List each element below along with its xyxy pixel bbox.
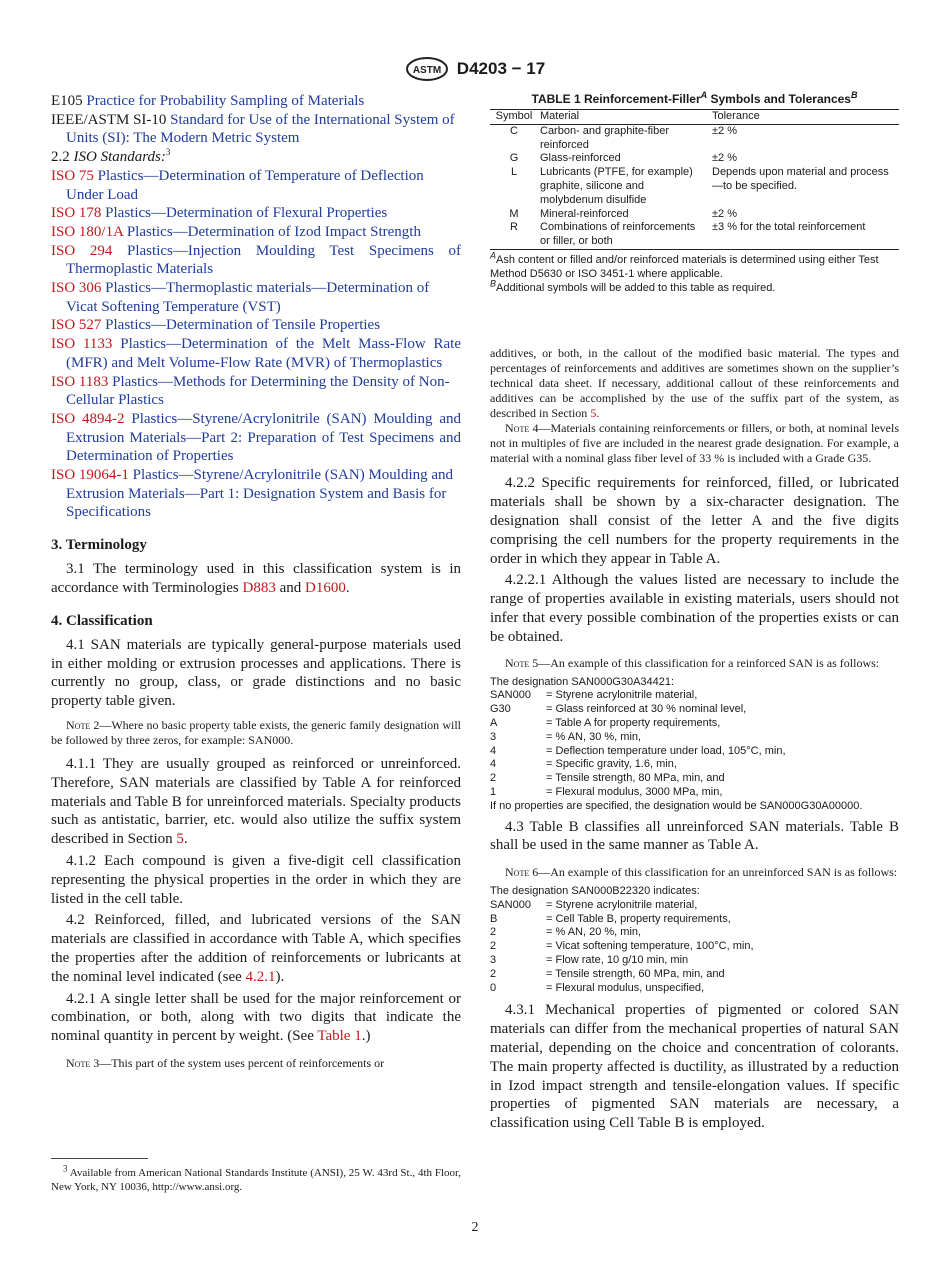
table-header-tolerance: Tolerance (712, 110, 760, 122)
page-header (0, 56, 950, 82)
table-1-footnote-b: $^B$Additional symbols will be added to this table as required. (490, 277, 776, 294)
ref-entry[interactable] (51, 242, 461, 279)
ref-title: Plastics—Injection Moulding Test Specimens of Thermoplastic Materials (66, 242, 462, 278)
link-section-5[interactable]: 5 (176, 831, 184, 848)
ref-title: Plastics—Determination of Temperature of Deflection Under Load (66, 167, 424, 203)
note-2: Note 2—Where no basic property table exists, the generic family designation will be followed by three zeros, for example: SAN000. (51, 717, 461, 747)
ref-title: Standard for Use of the International System of Units (SI): The Modern Metric System (66, 111, 455, 147)
ref-title: Plastics—Methods for Determining the Density of Non-Cellular Plastics (66, 373, 450, 409)
ref-entry[interactable] (51, 466, 461, 522)
designation-code: D4203 − 17 (456, 59, 546, 78)
ref-entry[interactable] (51, 111, 461, 148)
example-line: SAN000 = Styrene acrylonitrile material, (490, 689, 698, 702)
ref-entry[interactable] (51, 316, 461, 335)
example-line: 4 = Specific gravity, 1.6, min, (490, 758, 677, 771)
para-continued: additives, or both, in the callout of the modified basic material. The types and percentages of reinforcements and additives are sometimes shown on the supplier’s technical data sheet. If necessary, additional callout of these reinforcements and additives can be accomplished by the use of the suffix part of the system, as described in Section 5. (490, 346, 899, 421)
note-3: Note 3—This part of the system uses percent of reinforcements or (66, 1055, 385, 1070)
iso-heading: 2.2 ISO Standards:$^3$ (51, 147, 171, 166)
ref-entry[interactable] (51, 279, 461, 316)
para-4-3-1: 4.3.1 Mechanical properties of pigmented or colored SAN materials can differ from the mechanical properties of natural SAN material, depending on the choice and concentration of colorants. The main property affected is ductility, as illustrated by a reduction in Izod impact strength and tensile-elongation values. If specific properties of pigmented SAN materials are necessary, a classification using Cell Table B is employed. (490, 1002, 899, 1132)
refs-top (51, 92, 461, 148)
note-5: Note 5—An example of this classification for a reinforced SAN is as follows: (505, 655, 880, 670)
ref-title: Plastics—Styrene/Acrylonitrile (SAN) Moulding and Extrusion Materials—Part 1: Designation System and Basis for Specifications (66, 467, 454, 521)
para-4-3: 4.3 Table B classifies all unreinforced SAN materials. Table B shall be used in the same manner as Table A. (490, 818, 899, 854)
footnote-text: Available from American National Standards Institute (ANSI), 25 W. 43rd St., 4th Floor, New York, NY 10036, http://www.ansi.org. (51, 1167, 461, 1193)
para-4-1-2: 4.1.2 Each compound is given a five-digit cell classification representing the physical properties in the order in which they are listed in the cell table. (51, 852, 461, 907)
example-line: SAN000 = Styrene acrylonitrile material, (490, 898, 698, 911)
ref-id: ISO 1183 (51, 373, 109, 390)
ref-entry[interactable] (51, 373, 461, 410)
example-line: G30 = Glass reinforced at 30 % nominal level, (490, 703, 747, 716)
page-number: 2 (471, 1220, 479, 1235)
note-4: Note 4—Materials containing reinforcements or fillers, or both, at nominal levels not in multiples of five are included in the nearest grade designation. For example, a material with a nominal glass fiber level of 33 % is included with a Grade G35. (490, 421, 900, 466)
svg-text:ASTM: ASTM (412, 65, 441, 76)
ref-entry[interactable] (51, 223, 461, 242)
right-column (490, 92, 899, 1133)
table-row: M Mineral-reinforced ±2 % (509, 207, 737, 220)
ref-id: ISO 180/1A (51, 223, 124, 240)
ref-title: Plastics—Thermoplastic materials—Determination of Vicat Softening Temperature (VST) (66, 280, 430, 315)
table-row: C Carbon- and graphite-fiber reinforced ±2 % (510, 124, 737, 151)
ref-entry[interactable] (51, 92, 461, 111)
table-1-footnote-a: $^A$Ash content or filled and/or reinforced materials is determined using either Test Method D5630 or ISO 3451-1 where applicable. (490, 250, 879, 280)
ref-id: ISO 527 (51, 317, 102, 334)
ref-title: Plastics—Determination of the Melt Mass-Flow Rate (MFR) and Melt Volume-Flow Rate (MVR) of Thermoplastics (66, 336, 461, 371)
example-intro: The designation SAN000B22320 indicates: (490, 885, 700, 898)
example-line: 3 = % AN, 30 %, min, (490, 730, 642, 743)
para-4-2-1: 4.2.1 A single letter shall be used for the major reinforcement or combination, or both, along with two digits that indicate the nominal quantity in percent by weight. (See Table 1.) (51, 990, 461, 1045)
example-line: 3 = Flow rate, 10 g/10 min, min (490, 954, 689, 967)
footnote-rule (51, 1158, 148, 1159)
section-3-title: 3. Terminology (51, 537, 147, 554)
table-1 (490, 109, 899, 250)
link-d883[interactable]: D883 (242, 579, 276, 596)
ref-id: ISO 19064-1 (51, 467, 129, 484)
ref-title: Plastics—Determination of Tensile Properties (105, 317, 381, 334)
ref-id: E105 (51, 93, 83, 109)
example-line: 1 = Flexural modulus, 3000 MPa, min, (490, 785, 723, 798)
ref-title: Practice for Probability Sampling of Materials (86, 93, 365, 109)
para-4-2-2: 4.2.2 Specific requirements for reinforced, filled, or lubricated materials shall be shown by a six-character designation. The designation shall consist of the letter A and the five digits comprising the cell numbers for the property requirements in the order in which they appear in Table A. (490, 475, 899, 567)
link-d1600[interactable]: D1600 (305, 579, 346, 596)
ref-id: IEEE/ASTM SI-10 (51, 111, 167, 128)
table-header-material: Material (540, 110, 580, 122)
example-line: 2 = % AN, 20 %, min, (490, 926, 642, 939)
table-row: R Combinations of reinforcements or filler, or both ±3 % for the total reinforcement (490, 221, 899, 249)
para-4-1: 4.1 SAN materials are typically general-purpose materials used in either molding or extrusion processes and applications. There is currently no group, class, or grade distinctions and no basic property table given. (51, 636, 461, 710)
example-line: 0 = Flexural modulus, unspecified, (490, 981, 705, 994)
table-header-symbol: Symbol (495, 110, 533, 122)
ref-entry[interactable] (51, 204, 461, 223)
ref-id: ISO 75 (51, 167, 94, 184)
para-4-2: 4.2 Reinforced, filled, and lubricated versions of the SAN materials are classified in accordance with Table A, which specifies the properties after the addition of reinforcements or lubricants at the nominal level indicated (see 4.2.1). (51, 912, 461, 985)
section-4-title: 4. Classification (51, 612, 153, 629)
iso-refs (51, 167, 461, 522)
example-line: B = Cell Table B, property requirements, (490, 912, 731, 925)
link-table-1[interactable]: Table 1 (317, 1028, 362, 1045)
astm-logo-icon (405, 56, 449, 82)
para-4-2-2-1: 4.2.2.1 Although the values listed are necessary to include the range of properties available in existing materials, users should not infer that every possible combination of the properties exists or can be obtained. (490, 572, 899, 645)
link-section-5[interactable]: 5 (590, 406, 597, 421)
example-intro: The designation SAN000G30A34421: (490, 675, 675, 688)
example-reinforced (490, 676, 899, 814)
example-unreinforced (490, 885, 899, 995)
example-outro: If no properties are specified, the designation would be SAN000G30A00000. (490, 799, 863, 812)
ref-id: ISO 178 (51, 205, 102, 222)
ref-id: ISO 294 (51, 242, 113, 259)
ref-title: Plastics—Determination of Izod Impact Strength (126, 223, 421, 240)
ref-title: Plastics—Styrene/Acrylonitrile (SAN) Moulding and Extrusion Materials—Part 2: Preparation of Test Specimens and Determination of Properties (66, 410, 461, 465)
ref-entry[interactable] (51, 167, 461, 204)
table-row: G Glass-reinforced ±2 % (509, 152, 737, 165)
example-line: 2 = Tensile strength, 80 MPa, min, and (490, 772, 725, 785)
ref-id: ISO 306 (51, 280, 102, 297)
para-4-1-1: 4.1.1 They are usually grouped as reinforced or unreinforced. Therefore, SAN materials are classified by Table A for reinforced materials and Table B for unreinforced materials. Specialty products such as antistatic, barrier, etc. would also utilize the suffix system described in Section 5. (51, 755, 461, 848)
left-column (51, 92, 461, 1071)
note-6: Note 6—An example of this classification for an unreinforced SAN is as follows: (505, 865, 898, 880)
ref-entry[interactable] (51, 335, 461, 372)
example-line: 2 = Vicat softening temperature, 100°C, min, (490, 940, 754, 953)
example-line: 4 = Deflection temperature under load, 105°C, min, (490, 744, 786, 757)
ref-title: Plastics—Determination of Flexural Properties (105, 205, 388, 222)
link-4-2-1[interactable]: 4.2.1 (245, 968, 276, 985)
ref-id: ISO 1133 (51, 336, 113, 353)
ref-entry[interactable] (51, 410, 461, 466)
footnote: $^3$ Available from American National Standards Institute (ANSI), 25 W. 43rd St., 4th Floor, New York, NY 10036, http://www.ansi.org. (51, 1158, 461, 1194)
example-line: A = Table A for property requirements, (490, 716, 721, 729)
example-line: 2 = Tensile strength, 60 MPa, min, and (490, 967, 725, 980)
table-1-caption: TABLE 1 Reinforcement-Filler$^A$ Symbols and Tolerances$^B$ (531, 90, 858, 106)
ref-id: ISO 4894-2 (51, 410, 125, 427)
para-3-1: 3.1 The terminology used in this classification system is in accordance with Terminologies D883 and D1600. (51, 561, 461, 596)
table-row: L Lubricants (PTFE, for example) graphite, silicone and molybdenum disulfide Depends upon material and process—to be specified. (510, 166, 889, 206)
